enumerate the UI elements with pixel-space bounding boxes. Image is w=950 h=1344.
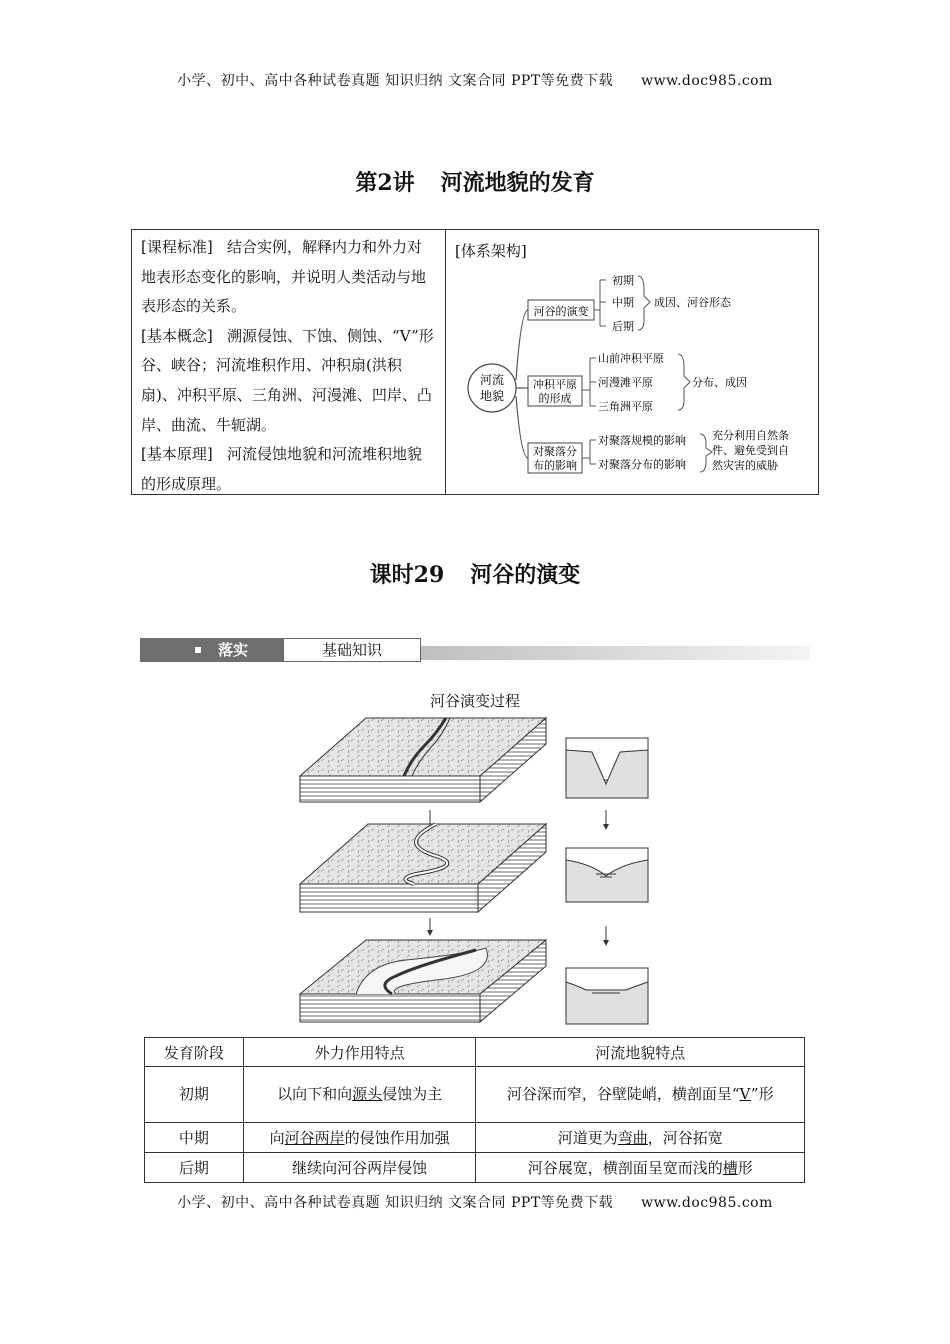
framework-label: [体系架构]: [455, 242, 527, 260]
framework-b3-item2: 对聚落分布的影响: [598, 458, 686, 471]
framework-b2-item2: 河漫滩平原: [598, 376, 653, 389]
table-header: 河流地貌特点: [476, 1038, 805, 1067]
connector-root-b3: [516, 396, 528, 458]
block-late-stage: [300, 940, 546, 1022]
lecture-title: [0, 166, 950, 197]
arrow-down-icon: [603, 824, 609, 830]
concept-tag: [基本概念]: [141, 326, 213, 345]
table-header-row: [145, 1038, 805, 1067]
lecture-number: 第2讲: [355, 170, 415, 196]
arrow-down-icon: [427, 930, 433, 936]
block-early-stage: [300, 718, 546, 802]
framework-diagram: [446, 230, 818, 494]
framework-b2-item1: 山前冲积平原: [598, 352, 664, 365]
lesson-title: [0, 558, 950, 589]
branch3-brace: [582, 440, 596, 464]
framework-b3-result3: 然灾害的威胁: [712, 459, 778, 472]
force-cell: 向河谷两岸的侵蚀作用加强: [243, 1123, 476, 1153]
valley-evolution-figure: [296, 714, 656, 1032]
principle-tag: [基本原理]: [141, 445, 213, 464]
footer-site[interactable]: www.doc985.com: [641, 1195, 773, 1211]
framework-branch1-label: 河谷的演变: [533, 305, 589, 318]
overview-text: [132, 230, 446, 494]
framework-branch3-label2: 布的影响: [533, 459, 577, 472]
figure-caption: 河谷演变过程: [429, 692, 520, 710]
standard-tag: [课程标准]: [141, 238, 213, 256]
overview-box: [131, 229, 819, 495]
landform-cell: 河谷展宽，横剖面呈宽而浅的槽形: [476, 1153, 805, 1183]
framework-b1-item2: 中期: [612, 296, 634, 309]
branch2-brace: [582, 358, 596, 406]
framework-branch2-label2: 的形成: [538, 392, 572, 405]
framework-b2-item3: 三角洲平原: [598, 400, 653, 413]
footer-text: 小学、初中、高中各种试卷真题 知识归纳 文案合同 PPT等免费下载: [177, 1195, 614, 1211]
banner-dark: 落实: [140, 638, 283, 662]
header-site[interactable]: www.doc985.com: [641, 73, 773, 89]
cross-section-early: [566, 738, 648, 798]
block-middle-stage: [300, 824, 546, 912]
valley-stage-table: [144, 1037, 805, 1183]
framework-b1-result: 成因、河谷形态: [654, 296, 731, 309]
table-row: [145, 1123, 805, 1153]
branch1-brace: [594, 280, 606, 326]
cross-section-late: [566, 968, 648, 1024]
lesson-number: 课时29: [369, 562, 445, 588]
landform-cell: 河道更为弯曲，河谷拓宽: [476, 1123, 805, 1153]
section-banner: [140, 638, 810, 664]
page-footer: [0, 1192, 950, 1212]
stage-cell: 后期: [145, 1153, 244, 1183]
framework-b3-item1: 对聚落规模的影响: [598, 434, 686, 447]
branch3-result-brace: [700, 434, 712, 472]
table-header: 外力作用特点: [243, 1038, 476, 1067]
framework-branch2-label1: 冲积平原: [533, 378, 577, 391]
stage-cell: 初期: [145, 1067, 244, 1123]
principle-text: 河流侵蚀地貌和河流堆积地貌的形成原理。: [141, 445, 423, 493]
table-row: [145, 1067, 805, 1123]
landform-cell: 河谷深而窄，谷壁陡峭，横剖面呈“V”形: [476, 1067, 805, 1123]
concept-text: 溯源侵蚀、下蚀、侧蚀、“V”形谷、峡谷；河流堆积作用、冲积扇(洪积扇)、冲积平原、三角洲、河漫滩、凹岸、凸岸、曲流、牛轭湖。: [141, 326, 434, 434]
page-header: [0, 70, 950, 90]
force-cell: 继续向河谷两岸侵蚀: [243, 1153, 476, 1183]
stage-cell: 中期: [145, 1123, 244, 1153]
banner-light: 基础知识: [283, 638, 421, 662]
framework-root-line2: 地貌: [479, 389, 505, 403]
framework-panel: [446, 230, 818, 494]
framework-b3-result1: 充分利用自然条: [712, 429, 789, 442]
lesson-name: 河谷的演变: [470, 562, 581, 588]
framework-b1-item1: 初期: [612, 274, 634, 287]
framework-b2-result: 分布、成因: [692, 376, 747, 389]
table-header: 发育阶段: [145, 1038, 244, 1067]
lecture-name: 河流地貌的发育: [440, 170, 595, 196]
arrow-down-icon: [603, 940, 609, 946]
force-cell: 以向下和向源头侵蚀为主: [243, 1067, 476, 1123]
header-text: 小学、初中、高中各种试卷真题 知识归纳 文案合同 PPT等免费下载: [177, 73, 614, 89]
cross-section-middle: [566, 848, 648, 902]
framework-root-line1: 河流: [479, 373, 505, 387]
branch2-result-brace: [678, 354, 690, 410]
table-row: [145, 1153, 805, 1183]
framework-b1-item3: 后期: [612, 320, 634, 333]
standard-text: 结合实例，解释内力和外力对地表形态变化的影响，并说明人类活动与地表形态的关系。: [141, 238, 427, 316]
branch1-result-brace: [638, 276, 650, 330]
framework-b3-result2: 件、避免受到自: [712, 444, 789, 457]
square-bullet-icon: [195, 647, 201, 653]
framework-branch3-label1: 对聚落分: [533, 445, 577, 458]
framework-root-node: [468, 364, 516, 412]
connector-root-b1: [516, 310, 528, 380]
